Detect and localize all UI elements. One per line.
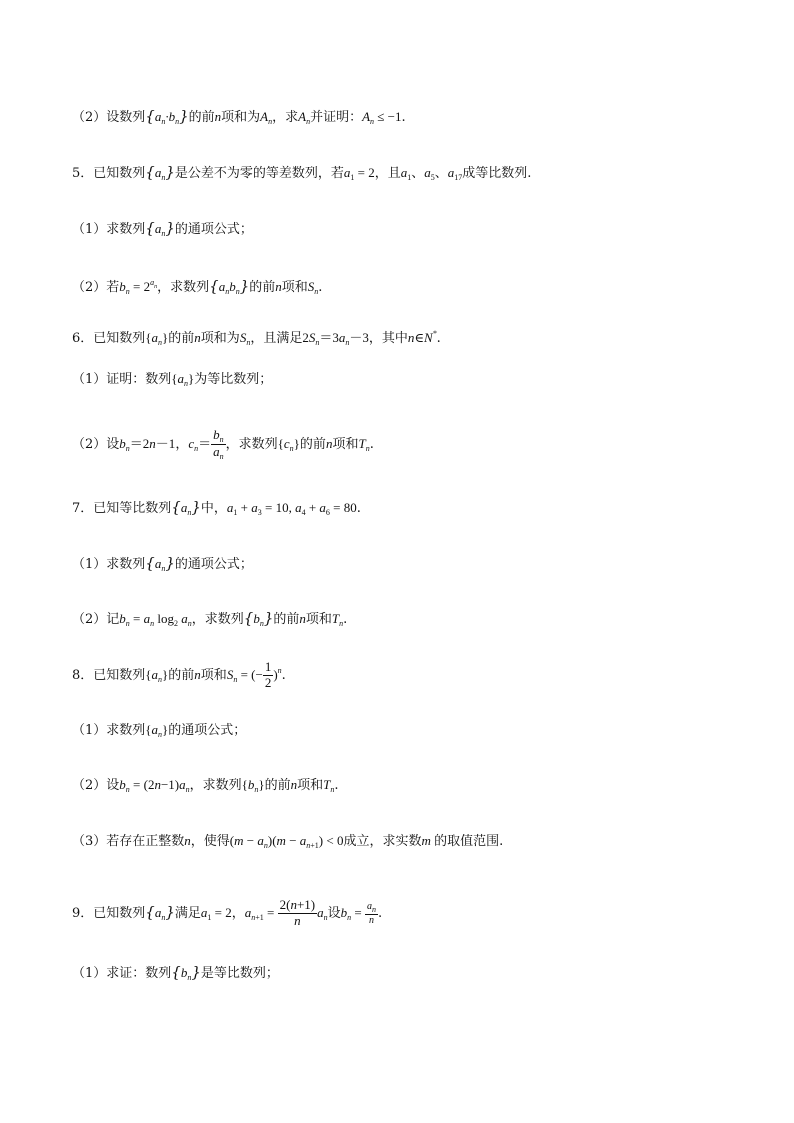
text: 项和 (332, 437, 359, 453)
text: 项和为 (200, 331, 240, 346)
text: . (369, 437, 374, 453)
text: . (356, 501, 361, 516)
math-Tn: $T_n$ (323, 777, 335, 794)
text: 并证明： (310, 110, 363, 125)
text: ， (231, 905, 245, 921)
math-seq-an: $\{a_n\}$ (145, 330, 169, 347)
text: 的通项公式； (174, 557, 253, 572)
math-seq-an: $\{a_n\}$ (145, 163, 175, 182)
text: 项和 (281, 280, 308, 295)
math-inequality: $(m - a_n)(m - a_{n+1}) < 0$ (229, 833, 344, 850)
text: ，求 (272, 110, 299, 125)
text: （1）求数列 (72, 723, 146, 738)
text: ，求数列 (189, 778, 242, 793)
q8-part2 (72, 775, 339, 800)
q6-part2 (72, 428, 374, 461)
math-seq-an: $\{a_n\}$ (145, 554, 175, 573)
math-frac-an-n: $\frac{a_n}{n}$ (366, 900, 376, 926)
text: . (281, 667, 286, 683)
math-n: n (290, 777, 298, 792)
text: 5．已知数列 (72, 166, 146, 181)
math-a1: $a_1 = 2$ (200, 904, 232, 922)
math-n: n (194, 666, 201, 682)
q8-stem (72, 660, 286, 691)
math-n: n (214, 109, 222, 124)
math-seq-bn: $\{b_n\}$ (243, 609, 274, 628)
math-seq-anbn: $\{a_n\cdot b_n\}$ (145, 107, 189, 126)
math-Sn-def: $S_n$ = (− (226, 666, 263, 684)
math-seq-an: $\{a_n\}$ (145, 666, 169, 684)
text: 的前 (299, 437, 326, 453)
text: ，求数列 (225, 437, 278, 453)
q4-part2 (72, 106, 406, 132)
math-an: $a_n$ (317, 904, 328, 922)
text: 的前 (264, 778, 291, 793)
text: （1）证明：数列 (72, 372, 172, 387)
text: ，其中 (368, 331, 408, 346)
text: 9．已知数列 (72, 905, 146, 921)
q9-stem (72, 898, 382, 929)
text: （2）记 (72, 612, 120, 627)
text: 的前 (249, 280, 276, 295)
text: 成等比数列. (462, 166, 532, 181)
math-seq-bn: $\{b_n\}$ (171, 963, 201, 982)
math-frac-recurrence: $\frac{2(n+1)}{n}$ (279, 897, 316, 928)
math-frac-bn-an: $\frac{b_n}{a_n}$ (213, 427, 224, 462)
math-n: n (184, 833, 191, 848)
text: 6．已知数列 (72, 331, 146, 346)
math-pow-n: )$^n$ (273, 665, 282, 682)
text: ，使得 (190, 834, 230, 849)
math-bn-def: $b_n=2n-1$ (119, 436, 176, 454)
math-a1: $a_1 = 2$ (343, 165, 375, 182)
text: （2）设数列 (72, 110, 146, 125)
text: 为等比数列； (194, 372, 273, 387)
text: . (436, 331, 441, 346)
text: 项和 (305, 612, 332, 627)
text: 8．已知数列 (72, 667, 146, 683)
text: . (401, 110, 406, 125)
text: 项和 (200, 667, 227, 683)
math-seq-an: $\{a_n\}$ (171, 498, 201, 517)
math-bn-def: $b_n$ = (340, 904, 362, 922)
text: 满足 (174, 905, 201, 921)
math-a5: $a_5$ (424, 165, 435, 182)
text: （2）设 (72, 437, 120, 453)
q8-part3 (72, 831, 503, 856)
math-An: $A_n$ (260, 109, 273, 126)
math-seq-anbn: $\{a_nb_n\}$ (209, 277, 250, 296)
math-n: n (325, 436, 333, 452)
q6-stem (72, 324, 441, 353)
text: 的通项公式； (168, 723, 247, 738)
math-bn-def: $b_n = 2^{a_n}$ (119, 278, 158, 296)
text: 的通项公式； (174, 222, 253, 237)
math-conditions: $a_1 + a_3 = 10$, $a_4 + a_6 = 80$ (226, 500, 357, 517)
math-n: n (194, 330, 201, 345)
text: ，求数列 (191, 612, 244, 627)
q5-part1 (72, 218, 253, 244)
math-n-in-N: n∈N* (407, 329, 437, 345)
math-m: m (421, 833, 435, 848)
q7-part2 (72, 608, 347, 634)
q5-part2 (72, 273, 322, 302)
math-cn-def: $c_n=$ (188, 436, 212, 454)
q5-stem (72, 162, 531, 188)
text: . (377, 905, 383, 921)
math-a17: $a_{17}$ (447, 165, 463, 182)
text: 的前 (168, 667, 195, 683)
text: . (334, 778, 339, 793)
math-seq-an: $\{a_n\}$ (171, 371, 195, 388)
math-seq-bn: $\{b_n\}$ (241, 777, 265, 794)
math-Tn: $T_n$ (331, 611, 344, 628)
math-n: n (299, 611, 306, 626)
text: 项和 (297, 778, 324, 793)
text: （1）求证：数列 (72, 966, 172, 981)
text: 、 (411, 166, 425, 181)
math-seq-an: $\{a_n\}$ (145, 902, 175, 922)
text: （2）设 (72, 778, 120, 793)
text: . (318, 280, 323, 295)
text: 、 (434, 166, 448, 181)
math-seq-an: $\{a_n\}$ (145, 219, 175, 238)
q6-part1 (72, 369, 272, 394)
text: 设 (327, 905, 341, 921)
math-relation: $2S_n=3a_n-3$ (302, 330, 369, 347)
text: （1）求数列 (72, 222, 146, 237)
text: 是等比数列； (200, 966, 279, 981)
text: 的前 (168, 331, 195, 346)
math-n: n (275, 279, 282, 294)
math-seq-cn: $\{c_n\}$ (277, 436, 300, 454)
math-bn-def: $b_n = a_n$ $\log_2 a_n$ (119, 611, 192, 628)
text: ，且 (374, 166, 401, 181)
text: 项和为 (221, 110, 261, 125)
text: 中， (200, 501, 227, 516)
math-Sn: $S_n$ (307, 279, 319, 296)
math-Tn: $T_n$ (358, 436, 370, 454)
text: （1）求数列 (72, 557, 146, 572)
math-a1: $a_1$ (400, 165, 412, 182)
text: ， (175, 437, 189, 453)
text: 的取值范围. (434, 834, 504, 849)
text: 成立，求实数 (343, 834, 422, 849)
math-recurrence-lhs: $a_{n+1}$ = (244, 904, 275, 922)
math-An-ineq: $A_n \le -1$ (362, 109, 402, 126)
text: 是公差不为零的等差数列，若 (174, 166, 344, 181)
text: 7．已知等比数列 (72, 501, 172, 516)
text: （3）若存在正整数 (72, 834, 185, 849)
math-An: $A_n$ (298, 109, 311, 126)
math-Sn: $S_n$ (239, 330, 251, 347)
q7-stem (72, 497, 361, 523)
math-seq-an: $\{a_n\}$ (145, 722, 169, 739)
text: （2）若 (72, 280, 120, 295)
math-bn-def: $b_n = (2n-1)a_n$ (119, 777, 190, 794)
text: . (343, 612, 348, 627)
q7-part1 (72, 553, 253, 579)
q8-part1 (72, 720, 246, 745)
text: ，求数列 (157, 280, 210, 295)
math-frac-half: $\frac{1}{2}$ (264, 659, 272, 690)
text: 的前 (188, 110, 215, 125)
text: 的前 (273, 612, 300, 627)
q9-part1 (72, 962, 279, 988)
text: ，且满足 (250, 331, 303, 346)
